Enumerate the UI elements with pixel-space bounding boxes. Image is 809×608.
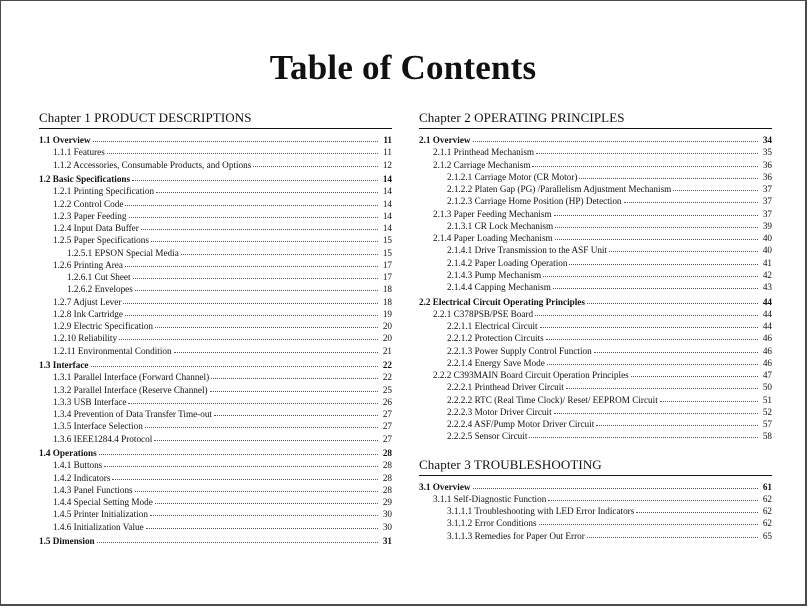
- toc-entry-page-number: 15: [382, 247, 392, 258]
- dot-leader: [181, 247, 378, 255]
- dot-leader: [119, 332, 378, 340]
- toc-entry-label: 2.1.2.3 Carriage Home Position (HP) Detection: [447, 196, 622, 207]
- dot-leader: [123, 296, 378, 304]
- toc-entry[interactable]: [419, 308, 772, 320]
- dot-leader: [93, 134, 378, 142]
- toc-entry[interactable]: [419, 281, 772, 293]
- toc-entry-page-number: 22: [382, 360, 392, 371]
- toc-entry[interactable]: [419, 146, 772, 158]
- toc-entry[interactable]: [419, 257, 772, 269]
- dot-leader: [532, 159, 758, 167]
- toc-entry-label: 1.3.3 USB Interface: [53, 396, 127, 407]
- toc-entry-label: 1.4.1 Buttons: [53, 460, 103, 471]
- toc-entry-label: 2.1.4.2 Paper Loading Operation: [447, 257, 568, 268]
- toc-entry[interactable]: [39, 371, 392, 383]
- toc-column-right: [419, 109, 772, 542]
- toc-entry-page-number: 51: [762, 394, 772, 405]
- toc-entry-page-number: 26: [382, 396, 392, 407]
- dot-leader: [579, 171, 758, 179]
- toc-entry-page-number: 36: [762, 171, 772, 182]
- dot-leader: [587, 296, 758, 304]
- toc-entry-label: 2.1.2 Carriage Mechanism: [433, 159, 531, 170]
- toc-entry-label: 2.2.2.3 Motor Driver Circuit: [447, 406, 552, 417]
- toc-entry-page-number: 40: [762, 245, 772, 256]
- dot-leader: [631, 369, 758, 377]
- toc-entry-label: 1.2.9 Electric Specification: [53, 321, 154, 332]
- toc-entry[interactable]: [419, 481, 772, 493]
- toc-entry-page-number: 22: [382, 372, 392, 383]
- toc-entry-label: 2.2.1.4 Energy Save Mode: [447, 357, 545, 368]
- dot-leader: [135, 283, 378, 291]
- dot-leader: [555, 232, 758, 240]
- toc-entry[interactable]: [39, 308, 392, 320]
- toc-entry-label: 1.1.1 Features: [53, 147, 105, 158]
- toc-entry-label: 1.3.4 Prevention of Data Transfer Time-out: [53, 409, 212, 420]
- toc-entry[interactable]: [39, 396, 392, 408]
- toc-entry-page-number: 14: [382, 223, 392, 234]
- toc-entry-page-number: 40: [762, 233, 772, 243]
- toc-entry[interactable]: [419, 517, 772, 529]
- toc-entry-page-number: 65: [762, 530, 772, 541]
- toc-entry-page-number: 52: [762, 406, 772, 417]
- toc-entry-page-number: 28: [382, 484, 392, 495]
- toc-entry-label: 1.3.6 IEEE1284.4 Protocol: [53, 433, 153, 444]
- dot-leader: [151, 234, 378, 242]
- dot-leader: [543, 269, 758, 277]
- toc-entry-label: 1.2.1 Printing Specification: [53, 186, 155, 197]
- dot-leader: [660, 394, 758, 402]
- dot-leader: [125, 308, 378, 316]
- toc-entry-label: 1.1 Overview: [39, 135, 91, 145]
- toc-entry[interactable]: [39, 134, 392, 146]
- toc-entry-label: 1.2.11 Environmental Condition: [53, 345, 172, 356]
- toc-entry-label: 1.3.2 Parallel Interface (Reserve Channel): [53, 384, 208, 395]
- dot-leader: [214, 408, 378, 416]
- toc-entry-page-number: 12: [382, 159, 392, 170]
- toc-entry-label: 2.1.4.4 Capping Mechanism: [447, 282, 551, 292]
- dot-leader: [553, 281, 758, 289]
- toc-entry-page-number: 44: [762, 321, 772, 332]
- chapter-heading: Chapter 1 PRODUCT DESCRIPTIONS: [39, 109, 392, 129]
- chapter-entries: [419, 134, 772, 443]
- toc-entry-label: 1.4.2 Indicators: [53, 472, 111, 483]
- toc-entry-page-number: 14: [382, 174, 392, 185]
- toc-entry-page-number: 17: [382, 272, 392, 283]
- toc-entry[interactable]: [39, 185, 392, 197]
- toc-entry[interactable]: [419, 296, 772, 308]
- toc-entry-page-number: 28: [382, 472, 392, 483]
- toc-entry-page-number: 62: [762, 518, 772, 529]
- toc-entry-page-number: 14: [382, 198, 392, 209]
- toc-entry[interactable]: [39, 384, 392, 396]
- toc-entry[interactable]: [39, 420, 392, 432]
- toc-entry-label: 2.1.4.3 Pump Mechanism: [447, 269, 542, 280]
- toc-entry-label: 1.2 Basic Specifications: [39, 174, 131, 185]
- dot-leader: [133, 271, 378, 279]
- toc-entry-label: 1.2.6 Printing Area: [53, 259, 123, 270]
- toc-entry-label: 1.3 Interface: [39, 360, 89, 371]
- toc-entry-page-number: 44: [762, 308, 772, 319]
- toc-entry[interactable]: [39, 283, 392, 295]
- toc-entry-page-number: 47: [762, 370, 772, 381]
- toc-entry-page-number: 37: [762, 196, 772, 207]
- toc-entry-label: 1.2.6.1 Cut Sheet: [67, 272, 131, 283]
- toc-entry-label: 2.1 Overview: [419, 135, 471, 145]
- toc-entry[interactable]: [419, 332, 772, 344]
- toc-entry-label: 2.2.2.1 Printhead Driver Circuit: [447, 382, 564, 393]
- toc-entry-page-number: 36: [762, 159, 772, 170]
- toc-entry-label: 2.1.3.1 CR Lock Mechanism: [447, 220, 554, 231]
- toc-entry[interactable]: [39, 159, 392, 171]
- dot-leader: [529, 430, 758, 438]
- toc-entry-label: 1.4.4 Special Setting Mode: [53, 497, 153, 508]
- toc-entry-page-number: 61: [762, 481, 772, 492]
- dot-leader: [547, 357, 758, 365]
- toc-entry[interactable]: [419, 345, 772, 357]
- toc-entry-page-number: 20: [382, 333, 392, 344]
- toc-entry[interactable]: [39, 146, 392, 158]
- toc-entry[interactable]: [39, 247, 392, 259]
- toc-entry[interactable]: [39, 259, 392, 271]
- dot-leader: [156, 185, 378, 193]
- toc-entry[interactable]: [39, 447, 392, 459]
- toc-entry[interactable]: [419, 381, 772, 393]
- dot-leader: [128, 396, 378, 404]
- toc-entry-page-number: 25: [382, 384, 392, 395]
- toc-entry[interactable]: [419, 530, 772, 542]
- dot-leader: [636, 505, 758, 513]
- toc-entry-page-number: 30: [382, 509, 392, 520]
- toc-entry[interactable]: [419, 406, 772, 418]
- toc-entry[interactable]: [419, 232, 772, 244]
- dot-leader: [125, 259, 378, 267]
- toc-entry-page-number: 62: [762, 506, 772, 517]
- toc-entry-page-number: 14: [382, 210, 392, 221]
- toc-entry[interactable]: [39, 433, 392, 445]
- chapter-heading: Chapter 3 TROUBLESHOOTING: [419, 456, 772, 476]
- toc-entry-label: 2.1.2.1 Carriage Motor (CR Motor): [447, 171, 578, 182]
- dot-leader: [587, 530, 758, 538]
- toc-entry-label: 1.4.6 Initialization Value: [53, 521, 144, 532]
- dot-leader: [210, 384, 378, 392]
- dot-leader: [141, 222, 378, 230]
- toc-entry[interactable]: [419, 220, 772, 232]
- dot-leader: [104, 459, 378, 467]
- toc-entry[interactable]: [419, 394, 772, 406]
- toc-entry[interactable]: [39, 508, 392, 520]
- toc-entry[interactable]: [39, 496, 392, 508]
- toc-entry-label: 1.2.5.1 EPSON Special Media: [67, 247, 179, 258]
- toc-entry-page-number: 30: [382, 521, 392, 532]
- toc-entry[interactable]: [39, 484, 392, 496]
- toc-entry-label: 2.2.2.2 RTC (Real Time Clock)/ Reset/ EEPROM Circuit: [447, 394, 658, 405]
- toc-entry[interactable]: [39, 210, 392, 222]
- toc-entry-page-number: 19: [382, 308, 392, 319]
- toc-entry-page-number: 41: [762, 257, 772, 268]
- dot-leader: [624, 195, 758, 203]
- toc-entry-page-number: 18: [382, 296, 392, 307]
- dot-leader: [596, 418, 758, 426]
- toc-entry[interactable]: [39, 521, 392, 533]
- toc-entry-page-number: 34: [762, 135, 772, 145]
- toc-entry-page-number: 62: [762, 493, 772, 504]
- toc-entry-label: 1.2.3 Paper Feeding: [53, 210, 127, 221]
- toc-entry[interactable]: [419, 357, 772, 369]
- toc-entry-label: 2.2.1 C378PSB/PSE Board: [433, 308, 534, 319]
- toc-entry[interactable]: [39, 234, 392, 246]
- toc-entry[interactable]: [419, 134, 772, 146]
- toc-entry-label: 3.1.1 Self-Diagnostic Function: [433, 493, 547, 504]
- toc-entry-label: 2.1.3 Paper Feeding Mechanism: [433, 208, 552, 219]
- toc-entry-page-number: 15: [382, 235, 392, 246]
- toc-entry-page-number: 50: [762, 382, 772, 393]
- toc-entry-page-number: 21: [382, 345, 392, 356]
- toc-entry-page-number: 31: [382, 536, 392, 547]
- toc-entry[interactable]: [39, 222, 392, 234]
- toc-entry[interactable]: [39, 332, 392, 344]
- dot-leader: [135, 484, 378, 492]
- dot-leader: [554, 208, 758, 216]
- toc-entry[interactable]: [39, 345, 392, 357]
- toc-entry-page-number: 27: [382, 433, 392, 444]
- dot-leader: [146, 521, 378, 529]
- toc-entry-label: 1.2.2 Control Code: [53, 198, 124, 209]
- toc-entry-label: 2.2.2.5 Sensor Circuit: [447, 431, 528, 442]
- toc-entry-label: 3.1.1.2 Error Conditions: [447, 518, 537, 529]
- dot-leader: [129, 210, 379, 218]
- toc-entry-label: 1.4 Operations: [39, 448, 97, 459]
- toc-entry-page-number: 37: [762, 208, 772, 219]
- toc-entry[interactable]: [39, 198, 392, 210]
- dot-leader: [536, 146, 758, 154]
- dot-leader: [107, 146, 378, 154]
- toc-entry[interactable]: [419, 269, 772, 281]
- toc-entry-page-number: 43: [762, 282, 772, 292]
- toc-entry[interactable]: [419, 369, 772, 381]
- toc-entry-label: 3.1.1.1 Troubleshooting with LED Error Indicators: [447, 506, 635, 517]
- toc-entry-page-number: 35: [762, 147, 772, 158]
- toc-entry-label: 2.1.4.1 Drive Transmission to the ASF Unit: [447, 245, 608, 256]
- dot-leader: [594, 345, 758, 353]
- toc-entry[interactable]: [419, 171, 772, 183]
- toc-entry-page-number: 57: [762, 419, 772, 430]
- toc-entry-page-number: 39: [762, 220, 772, 231]
- toc-entry[interactable]: [419, 244, 772, 256]
- dot-leader: [155, 320, 378, 328]
- toc-entry[interactable]: [419, 159, 772, 171]
- toc-entry-label: 2.2.2.4 ASF/Pump Motor Driver Circuit: [447, 419, 595, 430]
- dot-leader: [473, 481, 758, 489]
- toc-entry[interactable]: [39, 173, 392, 185]
- dot-leader: [546, 332, 758, 340]
- toc-entry-label: 2.1.2.2 Platen Gap (PG) /Parallelism Adjustment Mechanism: [447, 184, 672, 194]
- toc-entry-page-number: 11: [383, 135, 392, 145]
- toc-entry-page-number: 17: [382, 259, 392, 270]
- toc-entry-label: 1.2.5 Paper Specifications: [53, 235, 149, 246]
- toc-entry-label: 2.2.1.2 Protection Circuits: [447, 333, 544, 344]
- dot-leader: [548, 493, 758, 501]
- toc-entry[interactable]: [39, 271, 392, 283]
- chapter-entries: [39, 134, 392, 547]
- toc-entry-page-number: 27: [382, 409, 392, 420]
- toc-entry-page-number: 44: [762, 296, 772, 307]
- toc-entry-label: 1.3.1 Parallel Interface (Forward Channel): [53, 372, 210, 383]
- toc-entry[interactable]: [419, 505, 772, 517]
- dot-leader: [91, 359, 379, 367]
- dot-leader: [253, 159, 378, 167]
- dot-leader: [609, 244, 758, 252]
- dot-leader: [554, 406, 758, 414]
- dot-leader: [539, 517, 758, 525]
- dot-leader: [211, 371, 378, 379]
- toc-entry[interactable]: [39, 459, 392, 471]
- toc-entry-page-number: 46: [762, 345, 772, 356]
- dot-leader: [154, 433, 378, 441]
- toc-entry-label: 1.5 Dimension: [39, 536, 95, 547]
- toc-entry-label: 2.2.2 C393MAIN Board Circuit Operation Principles: [433, 370, 629, 381]
- dot-leader: [145, 420, 378, 428]
- toc-entry[interactable]: [419, 493, 772, 505]
- dot-leader: [155, 496, 378, 504]
- toc-entry[interactable]: [39, 472, 392, 484]
- toc-entry-label: 2.1.4 Paper Loading Mechanism: [433, 233, 553, 243]
- toc-entry-page-number: 42: [762, 269, 772, 280]
- toc-entry-page-number: 28: [382, 448, 392, 459]
- toc-entry-label: 1.2.6.2 Envelopes: [67, 284, 133, 295]
- toc-entry-label: 1.2.4 Input Data Buffer: [53, 223, 139, 234]
- toc-entry[interactable]: [39, 535, 392, 547]
- toc-entry-page-number: 46: [762, 333, 772, 344]
- toc-entry[interactable]: [419, 195, 772, 207]
- toc-entry[interactable]: [419, 430, 772, 442]
- toc-entry-page-number: 29: [382, 497, 392, 508]
- dot-leader: [535, 308, 758, 316]
- dot-leader: [540, 320, 758, 328]
- toc-entry-label: 2.1.1 Printhead Mechanism: [433, 147, 535, 158]
- page-title: Table of Contents: [269, 48, 537, 87]
- dot-leader: [150, 508, 378, 516]
- toc-entry-label: 1.2.8 Ink Cartridge: [53, 308, 123, 319]
- toc-entry-label: 1.2.7 Adjust Lever: [53, 296, 122, 307]
- toc-entry[interactable]: [419, 418, 772, 430]
- toc-entry-page-number: 28: [382, 460, 392, 471]
- toc-entry-label: 3.1.1.3 Remedies for Paper Out Error: [447, 530, 585, 541]
- toc-entry[interactable]: [419, 320, 772, 332]
- toc-entry[interactable]: [419, 208, 772, 220]
- dot-leader: [132, 173, 378, 181]
- dot-leader: [555, 220, 758, 228]
- toc-entry[interactable]: [39, 320, 392, 332]
- dot-leader: [125, 198, 378, 206]
- chapter-entries: [419, 481, 772, 542]
- toc-entry[interactable]: [39, 359, 392, 371]
- dot-leader: [673, 183, 758, 191]
- toc-entry[interactable]: [39, 296, 392, 308]
- chapter-heading: Chapter 2 OPERATING PRINCIPLES: [419, 109, 772, 129]
- toc-entry-page-number: 37: [762, 184, 772, 194]
- toc-entry-label: 1.3.5 Interface Selection: [53, 421, 143, 432]
- toc-entry-page-number: 18: [382, 284, 392, 295]
- dot-leader: [569, 257, 758, 265]
- toc-entry[interactable]: [39, 408, 392, 420]
- toc-entry-label: 2.2.1.3 Power Supply Control Function: [447, 345, 592, 356]
- toc-entry-label: 3.1 Overview: [419, 481, 471, 492]
- toc-entry-label: 2.2 Electrical Circuit Operating Principles: [419, 296, 585, 307]
- dot-leader: [97, 535, 378, 543]
- dot-leader: [473, 134, 758, 142]
- dot-leader: [99, 447, 378, 455]
- toc-entry-label: 1.2.10 Reliability: [53, 333, 118, 344]
- dot-leader: [112, 472, 378, 480]
- toc-entry-label: 1.1.2 Accessories, Consumable Products, and Options: [53, 159, 252, 170]
- toc-entry-label: 1.4.5 Printer Initialization: [53, 509, 148, 520]
- toc-entry[interactable]: [419, 183, 772, 195]
- dot-leader: [566, 381, 758, 389]
- toc-entry-page-number: 46: [762, 357, 772, 368]
- toc-entry-label: 2.2.1.1 Electrical Circuit: [447, 321, 538, 332]
- dot-leader: [174, 345, 378, 353]
- toc-entry-page-number: 11: [383, 147, 392, 158]
- toc-entry-label: 1.4.3 Panel Functions: [53, 484, 133, 495]
- toc-entry-page-number: 27: [382, 421, 392, 432]
- toc-column-left: [39, 109, 392, 547]
- toc-entry-page-number: 20: [382, 321, 392, 332]
- toc-entry-page-number: 14: [382, 186, 392, 197]
- toc-entry-page-number: 58: [762, 431, 772, 442]
